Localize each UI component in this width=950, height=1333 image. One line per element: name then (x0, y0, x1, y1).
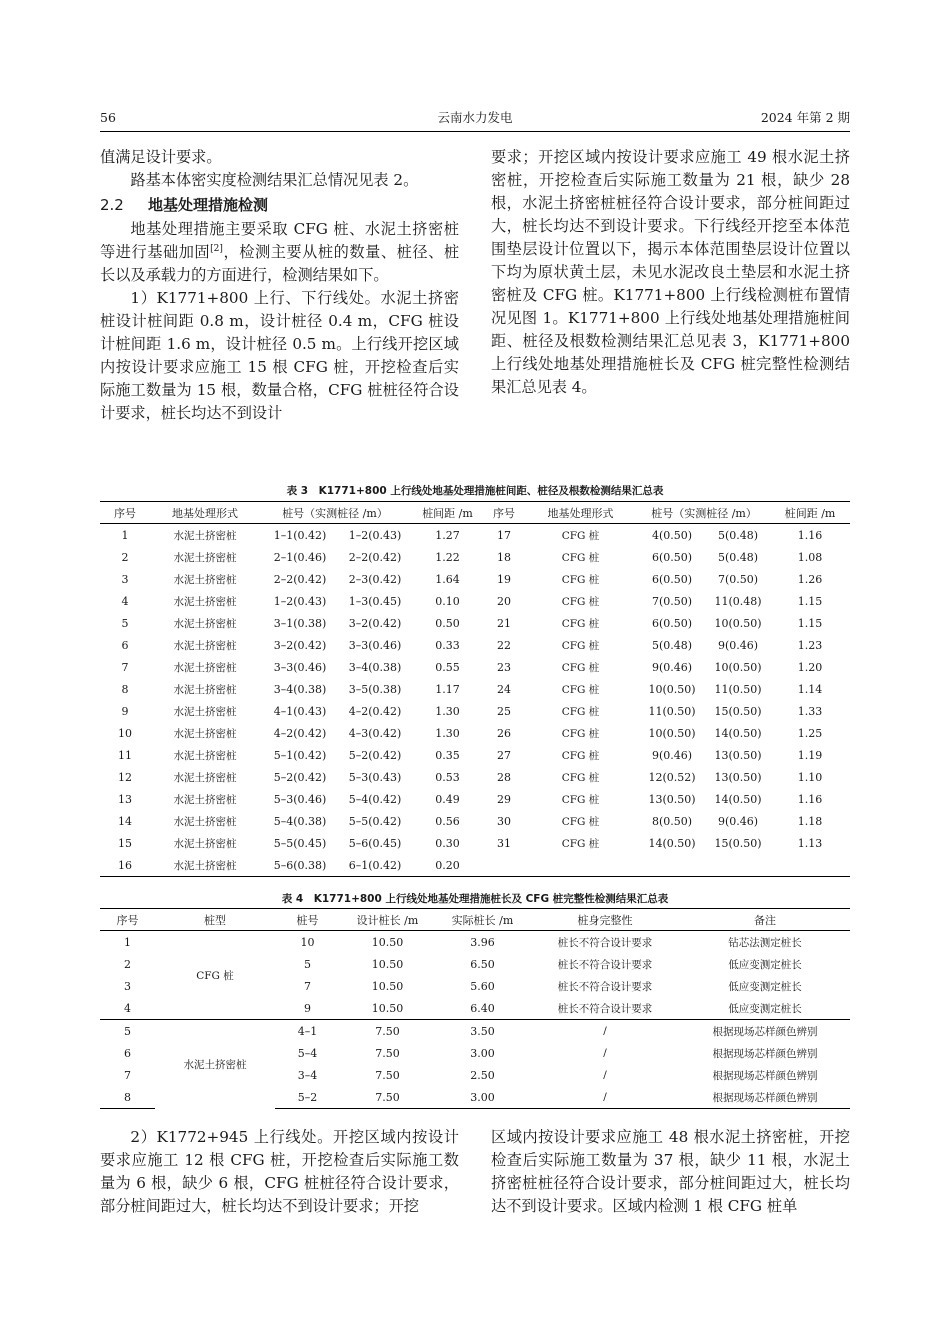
treatment-type: 水泥土挤密桩 (173, 639, 237, 652)
pile-id-from: 7(0.50) (651, 594, 693, 608)
table-row (100, 546, 850, 568)
row-number: 29 (497, 792, 512, 806)
pile-id: 9 (304, 1001, 311, 1015)
treatment-type: 水泥土挤密桩 (173, 815, 237, 828)
pile-spacing: 0.53 (435, 770, 460, 784)
pile-id-from: 5–6(0.38) (260, 854, 340, 877)
row-number: 21 (497, 616, 512, 630)
pile-id-from: 9(0.46) (651, 660, 693, 674)
table-row (100, 722, 850, 744)
pile-id-from: 5–5(0.45) (273, 836, 327, 850)
row-number: 19 (497, 572, 512, 586)
remark: 低应变测定桩长 (728, 1002, 802, 1015)
pile-id-from: 5–4(0.38) (273, 814, 327, 828)
table-row (100, 810, 850, 832)
treatment-type: 水泥土挤密桩 (150, 854, 260, 877)
header-cell: 桩身完整性 (530, 909, 680, 931)
pile-id-to: 6–1(0.42) (340, 854, 410, 877)
header-cell: 桩型 (155, 909, 275, 931)
pile-id-to: 3–5(0.38) (348, 682, 402, 696)
pile-id-to: 2–2(0.42) (348, 550, 402, 564)
paragraph-text: 地基处理措施主要采取 CFG 桩、水泥土挤密桩等进行基础加固 (100, 220, 459, 261)
table-row (100, 634, 850, 656)
journal-name: 云南水力发电 (437, 110, 513, 125)
row-number: 1 (124, 935, 131, 949)
pile-id-from: 13(0.50) (648, 792, 696, 806)
pile-id-from: 3–4(0.38) (273, 682, 327, 696)
pile-id: 7 (304, 979, 311, 993)
actual-length: 3.00 (470, 1046, 495, 1060)
page-header (100, 108, 850, 132)
integrity: 桩长不符合设计要求 (557, 936, 653, 949)
pile-id-from: 8(0.50) (651, 814, 693, 828)
integrity: 桩长不符合设计要求 (557, 958, 653, 971)
treatment-type: 水泥土挤密桩 (173, 727, 237, 740)
row-number: 15 (118, 836, 132, 850)
integrity: / (603, 1047, 607, 1059)
paragraph-text: ，检测主要从桩的数量、桩径、桩长以及承载力的方面进行，检测结果如下。 (100, 243, 460, 284)
table-row (100, 788, 850, 810)
pile-id-from: 6(0.50) (651, 550, 693, 564)
pile-spacing: 1.30 (435, 704, 460, 718)
treatment-type: CFG 桩 (561, 749, 600, 762)
paragraph: 区域内按设计要求应施工 48 根水泥土挤密桩，开挖检查后实际施工数量为 37 根，缺少 11 根，水泥土挤密桩桩径符合设计要求，部分桩间距过大，桩长均达不到设计要求。区域内检测 1 根 CFG 桩单 (491, 1128, 850, 1215)
row-number: 4 (121, 594, 129, 608)
paragraph (100, 218, 459, 287)
pile-spacing: 1.27 (435, 528, 460, 542)
row-number: 7 (124, 1068, 131, 1082)
pile-spacing: 1.14 (797, 682, 823, 696)
pile-spacing: 0.20 (410, 854, 485, 877)
pile-spacing: 1.13 (797, 836, 823, 850)
header-cell: 实际桩长 /m (435, 909, 530, 931)
row-number: 1 (121, 528, 129, 542)
actual-length: 2.50 (470, 1068, 495, 1082)
row-number: 6 (121, 638, 129, 652)
row-number: 26 (497, 726, 512, 740)
pile-spacing: 1.64 (435, 572, 460, 586)
design-length: 7.50 (375, 1046, 400, 1060)
pile-id-from: 5–2(0.42) (273, 770, 327, 784)
treatment-type: 水泥土挤密桩 (173, 683, 237, 696)
pile-id-to: 10(0.50) (714, 616, 762, 630)
treatment-type: 水泥土挤密桩 (173, 573, 237, 586)
pile-spacing (770, 854, 850, 877)
row-number: 3 (124, 979, 131, 993)
pile-id: 5–2 (275, 1086, 340, 1109)
remark: 低应变测定桩长 (728, 958, 802, 971)
row-number: 12 (118, 770, 132, 784)
row-number: 18 (497, 550, 512, 564)
pile-id-from: 4–1(0.43) (273, 704, 327, 718)
table-row (100, 590, 850, 612)
treatment-type: CFG 桩 (561, 573, 600, 586)
pile-spacing: 1.08 (797, 550, 823, 564)
pile-spacing: 1.22 (435, 550, 460, 564)
header-cell: 备注 (680, 909, 850, 931)
pile-id-to: 3–3(0.46) (348, 638, 402, 652)
pile-spacing: 0.10 (435, 594, 460, 608)
table3-caption: 表 3 K1771+800 上行线处地基处理措施桩间距、桩径及根数检测结果汇总表 (286, 485, 664, 497)
pile-id-to: 5(0.48) (717, 550, 759, 564)
pile-spacing: 0.50 (435, 616, 460, 630)
row-number: 31 (497, 836, 512, 850)
treatment-type: CFG 桩 (561, 551, 600, 564)
pile-type: CFG 桩 (196, 969, 234, 982)
table-row (100, 1020, 850, 1043)
row-number: 8 (100, 1086, 155, 1109)
design-length: 7.50 (340, 1086, 435, 1109)
pile-id: 4–1 (275, 1020, 340, 1043)
header-cell: 桩号 (275, 909, 340, 931)
pile-id: 5 (304, 957, 311, 971)
pile-spacing: 0.49 (435, 792, 460, 806)
row-number: 30 (497, 814, 512, 828)
pile-spacing: 1.17 (435, 682, 460, 696)
pile-id-from: 3–2(0.42) (273, 638, 327, 652)
pile-id-to: 3–2(0.42) (348, 616, 402, 630)
pile-id-from: 11(0.50) (648, 704, 696, 718)
table-row (100, 744, 850, 766)
paragraph: 路基本体密实度检测结果汇总情况见表 2。 (130, 171, 419, 189)
treatment-type: 水泥土挤密桩 (173, 529, 237, 542)
pile-id-from: 1–2(0.43) (273, 594, 327, 608)
row-number: 28 (497, 770, 512, 784)
pile-id-to: 9(0.46) (717, 638, 759, 652)
remark: 根据现场芯样颜色辨别 (712, 1047, 818, 1060)
row-number: 20 (497, 594, 512, 608)
pile-id-from: 9(0.46) (651, 748, 693, 762)
pile-id-from: 5–3(0.46) (273, 792, 327, 806)
actual-length: 3.00 (435, 1086, 530, 1109)
pile-id-to: 5–4(0.42) (348, 792, 402, 806)
table-row (100, 700, 850, 722)
pile-id-to: 1–2(0.43) (348, 528, 402, 542)
remark: 钻芯法测定桩长 (728, 936, 802, 949)
table-row (100, 854, 850, 877)
pile-id-from: 2–2(0.42) (273, 572, 327, 586)
pile-id-to: 4–2(0.42) (348, 704, 402, 718)
pile-spacing: 1.15 (797, 616, 823, 630)
header-rule (100, 131, 850, 132)
row-number: 16 (100, 854, 150, 877)
table-row (100, 568, 850, 590)
table-row (100, 766, 850, 788)
table-row (100, 524, 850, 547)
row-number: 7 (121, 660, 129, 674)
header-cell: 序号 (485, 502, 523, 524)
pile-id-from: 14(0.50) (648, 836, 696, 850)
table3-header-row (100, 502, 850, 524)
pile-id-from: 3–1(0.38) (273, 616, 327, 630)
pile-id-from: 6(0.50) (651, 572, 693, 586)
row-number (485, 854, 523, 877)
page-number: 56 (100, 110, 116, 125)
bottom-left-column (100, 1126, 459, 1218)
pile-id-to: 14(0.50) (714, 792, 762, 806)
header-cell: 桩号（实测桩径 /m） (638, 502, 770, 524)
row-number: 22 (497, 638, 512, 652)
treatment-type: CFG 桩 (561, 793, 600, 806)
remark: 根据现场芯样颜色辨别 (680, 1020, 850, 1043)
row-number: 11 (118, 748, 132, 762)
treatment-type: CFG 桩 (561, 705, 600, 718)
actual-length: 5.60 (470, 979, 495, 993)
pile-spacing: 1.25 (797, 726, 823, 740)
pile-id-to: 13(0.50) (714, 748, 762, 762)
header-cell: 地基处理形式 (150, 502, 260, 524)
row-number: 2 (121, 550, 129, 564)
row-number: 17 (497, 528, 512, 542)
header-cell: 序号 (100, 502, 150, 524)
header-cell: 桩间距 /m (410, 502, 485, 524)
treatment-type: CFG 桩 (561, 661, 600, 674)
pile-id-to: 5–5(0.42) (348, 814, 402, 828)
pile-id-to: 15(0.50) (714, 704, 762, 718)
pile-id-to: 5–6(0.45) (348, 836, 402, 850)
pile-id-to: 1–3(0.45) (348, 594, 402, 608)
pile-spacing: 1.15 (797, 594, 823, 608)
row-number: 9 (121, 704, 129, 718)
paragraph: 值满足设计要求。 (100, 148, 222, 166)
actual-length: 3.96 (470, 935, 495, 949)
integrity: / (603, 1069, 607, 1081)
header-cell: 序号 (100, 909, 155, 931)
pile-id-from: 4–2(0.42) (273, 726, 327, 740)
row-number: 27 (497, 748, 512, 762)
design-length: 7.50 (375, 1068, 400, 1082)
row-number: 5 (121, 616, 129, 630)
treatment-type: 水泥土挤密桩 (173, 705, 237, 718)
treatment-type: CFG 桩 (561, 815, 600, 828)
row-number: 14 (118, 814, 132, 828)
pile-id-from: 10(0.50) (648, 726, 696, 740)
row-number: 3 (121, 572, 129, 586)
row-number: 24 (497, 682, 512, 696)
table4 (100, 908, 850, 1109)
pile-id-to: 9(0.46) (717, 814, 759, 828)
pile-id-to: 2–3(0.42) (348, 572, 402, 586)
pile-id-from: 6(0.50) (651, 616, 693, 630)
pile-id-to: 13(0.50) (714, 770, 762, 784)
pile-spacing: 1.33 (797, 704, 823, 718)
pile-spacing: 1.16 (797, 528, 823, 542)
pile-id-to: 11(0.50) (714, 682, 762, 696)
paragraph: 要求；开挖区域内按设计要求应施工 49 根水泥土挤密桩，开挖检查后实际施工数量为 21 根，缺少 28 根，水泥土挤密桩桩径符合设计要求，部分桩间距过大，桩长均达不到设计要求。下行线经开挖至本体范围垫层设计位置以下，揭示本体范围垫层设计位置以下均为原状黄土层，未见水泥改良土垫层和水泥土挤密桩及 CFG 桩。K1771+800 上行线检测桩布置情况见图 1。K1771+800 上行线处地基处理措施桩间距、桩径及根数检测结果汇总见表 3，K1771+800 上行线处地基处理措施桩长及 CFG 桩完整性检测结果汇总见表 4。 (491, 148, 850, 396)
pile-spacing: 0.33 (435, 638, 460, 652)
pile-spacing: 1.23 (797, 638, 823, 652)
pile-id-to: 4–3(0.42) (348, 726, 402, 740)
pile-spacing: 1.19 (797, 748, 823, 762)
header-cell: 桩号（实测桩径 /m） (260, 502, 410, 524)
pile-id-to (706, 854, 770, 877)
pile-spacing: 0.56 (435, 814, 460, 828)
treatment-type: 水泥土挤密桩 (173, 595, 237, 608)
pile-id-to: 7(0.50) (717, 572, 759, 586)
table-row (100, 931, 850, 954)
design-length: 10.50 (371, 935, 404, 949)
row-number: 6 (124, 1046, 131, 1060)
treatment-type (523, 854, 638, 877)
row-number: 10 (118, 726, 132, 740)
pile-id-to: 10(0.50) (714, 660, 762, 674)
row-number: 23 (497, 660, 512, 674)
design-length: 10.50 (371, 1001, 404, 1015)
treatment-type: CFG 桩 (561, 639, 600, 652)
table-row (100, 678, 850, 700)
header-cell: 地基处理形式 (523, 502, 638, 524)
pile-id-from: 2–1(0.46) (273, 550, 327, 564)
design-length: 10.50 (371, 979, 404, 993)
pile-id-from: 12(0.52) (648, 770, 696, 784)
treatment-type: CFG 桩 (561, 617, 600, 630)
actual-length: 3.50 (435, 1020, 530, 1043)
row-number: 4 (124, 1001, 131, 1015)
pile-id-to: 5–3(0.43) (348, 770, 402, 784)
pile-spacing: 1.26 (797, 572, 823, 586)
table-row (100, 832, 850, 854)
citation-ref: [2] (210, 244, 223, 254)
treatment-type: CFG 桩 (561, 837, 600, 850)
treatment-type: CFG 桩 (561, 727, 600, 740)
pile-id-from: 5(0.48) (651, 638, 693, 652)
remark: 根据现场芯样颜色辨别 (680, 1086, 850, 1109)
treatment-type: 水泥土挤密桩 (173, 771, 237, 784)
pile-type: 水泥土挤密桩 (155, 1020, 275, 1109)
remark: 低应变测定桩长 (728, 980, 802, 993)
pile-spacing: 1.30 (435, 726, 460, 740)
actual-length: 6.40 (470, 1001, 495, 1015)
integrity: 桩长不符合设计要求 (557, 980, 653, 993)
section-number: 2.2 (100, 196, 124, 214)
table-row (100, 612, 850, 634)
pile-id-from: 5–1(0.42) (273, 748, 327, 762)
treatment-type: 水泥土挤密桩 (173, 617, 237, 630)
pile-spacing: 1.16 (797, 792, 823, 806)
pile-id-from: 10(0.50) (648, 682, 696, 696)
pile-spacing: 1.10 (797, 770, 823, 784)
pile-id-from: 4(0.50) (651, 528, 693, 542)
remark: 根据现场芯样颜色辨别 (712, 1069, 818, 1082)
row-number: 8 (121, 682, 129, 696)
table3 (100, 501, 850, 877)
treatment-type: CFG 桩 (561, 683, 600, 696)
header-cell: 设计桩长 /m (340, 909, 435, 931)
issue-label: 2024 年第 2 期 (760, 110, 850, 125)
design-length: 7.50 (340, 1020, 435, 1043)
integrity: 桩长不符合设计要求 (557, 1002, 653, 1015)
treatment-type: 水泥土挤密桩 (173, 661, 237, 674)
actual-length: 6.50 (470, 957, 495, 971)
pile-id-to: 5(0.48) (717, 528, 759, 542)
table4-header-row (100, 909, 850, 931)
treatment-type: 水泥土挤密桩 (173, 793, 237, 806)
row-number: 13 (118, 792, 132, 806)
paragraph: 1）K1771+800 上行、下行线处。水泥土挤密桩设计桩间距 0.8 m，设计桩径 0.4 m，CFG 桩设计桩间距 1.6 m，设计桩径 0.5 m。上行线开挖区域内按设计要求应施工 15 根 CFG 桩，开挖检查后实际施工数量为 15 根，数量合格，CFG 桩桩径符合设计要求，桩长均达不到设计 (100, 289, 459, 422)
treatment-type: 水泥土挤密桩 (173, 749, 237, 762)
pile-id-to: 3–4(0.38) (348, 660, 402, 674)
pile-id-from (638, 854, 706, 877)
treatment-type: CFG 桩 (561, 771, 600, 784)
pile-spacing: 1.18 (797, 814, 823, 828)
bottom-right-column (491, 1126, 850, 1218)
pile-spacing: 1.20 (797, 660, 823, 674)
treatment-type: 水泥土挤密桩 (173, 837, 237, 850)
pile-id-to: 14(0.50) (714, 726, 762, 740)
pile-id-to: 11(0.48) (714, 594, 762, 608)
left-column (100, 146, 459, 425)
row-number: 2 (124, 957, 131, 971)
design-length: 10.50 (371, 957, 404, 971)
header-cell: 桩间距 /m (770, 502, 850, 524)
treatment-type: 水泥土挤密桩 (173, 551, 237, 564)
pile-id-to: 5–2(0.42) (348, 748, 402, 762)
table-row (100, 656, 850, 678)
row-number: 25 (497, 704, 512, 718)
pile-spacing: 0.30 (435, 836, 460, 850)
table4-caption: 表 4 K1771+800 上行线处地基处理措施桩长及 CFG 桩完整性检测结果汇总表 (281, 893, 669, 905)
pile-id: 3–4 (297, 1068, 318, 1082)
paragraph: 2）K1772+945 上行线处。开挖区域内按设计要求应施工 12 根 CFG 桩，开挖检查后实际施工数量为 6 根，缺少 6 根，CFG 桩桩径符合设计要求，部分桩间距过大，桩长均达不到设计要求；开挖 (100, 1128, 459, 1215)
integrity: / (530, 1086, 680, 1109)
pile-id: 5–4 (297, 1046, 318, 1060)
section-heading (100, 194, 459, 217)
pile-id-from: 1–1(0.42) (273, 528, 327, 542)
section-title: 地基处理措施检测 (148, 196, 269, 214)
pile-spacing: 0.55 (435, 660, 460, 674)
pile-id-from: 3–3(0.46) (273, 660, 327, 674)
treatment-type: CFG 桩 (561, 529, 600, 542)
pile-id: 10 (300, 935, 315, 949)
row-number: 5 (100, 1020, 155, 1043)
pile-id-to: 15(0.50) (714, 836, 762, 850)
right-column (491, 146, 850, 399)
integrity: / (530, 1020, 680, 1043)
treatment-type: CFG 桩 (561, 595, 600, 608)
pile-spacing: 0.35 (435, 748, 460, 762)
